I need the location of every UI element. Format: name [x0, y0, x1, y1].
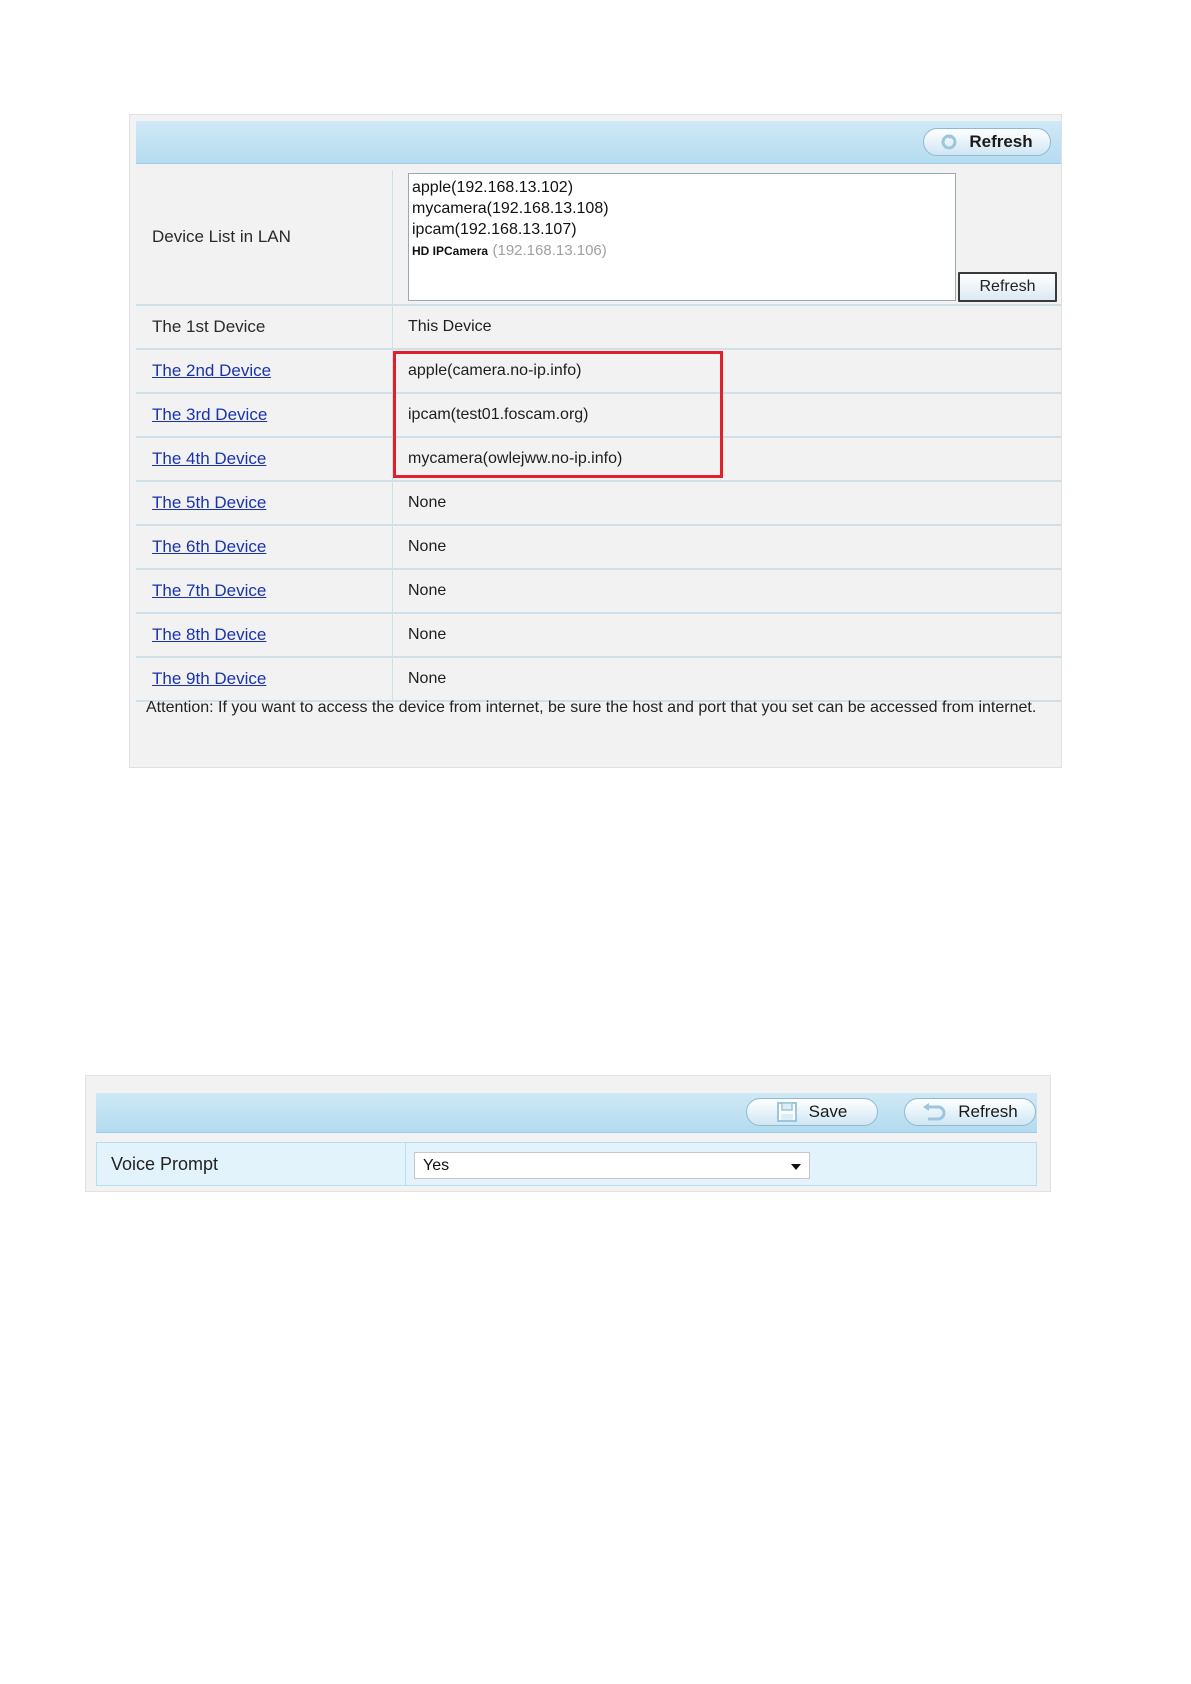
- attention-note: Attention: If you want to access the device from internet, be sure the host and port that you set can be accessed from internet.: [146, 699, 1037, 716]
- column-divider: [392, 570, 393, 612]
- lan-entry[interactable]: [412, 240, 952, 262]
- refresh-button[interactable]: [923, 128, 1051, 156]
- panel-header-bar: [136, 121, 1061, 164]
- lan-entry[interactable]: mycamera(192.168.13.108): [412, 200, 609, 217]
- lan-entry-name: HD IPCamera: [412, 244, 489, 258]
- device-link-7[interactable]: The 7th Device: [152, 581, 267, 600]
- column-divider: [392, 438, 393, 480]
- column-divider: [392, 526, 393, 568]
- device-row: [136, 350, 1061, 394]
- device-row: [136, 306, 1061, 350]
- lan-entry[interactable]: apple(192.168.13.102): [412, 179, 574, 196]
- column-divider: [392, 614, 393, 656]
- device-value: None: [408, 494, 447, 511]
- device-value: apple(camera.no-ip.info): [408, 362, 582, 379]
- refresh-button-label: Refresh: [969, 132, 1033, 151]
- column-divider: [392, 394, 393, 436]
- column-divider: [405, 1143, 406, 1185]
- column-divider: [392, 482, 393, 524]
- lan-entry[interactable]: ipcam(192.168.13.107): [412, 221, 577, 238]
- device-link-3[interactable]: The 3rd Device: [152, 405, 268, 424]
- device-row: [136, 570, 1061, 614]
- device-row: [136, 438, 1061, 482]
- refresh-button[interactable]: [904, 1098, 1036, 1126]
- refresh-button-label: Refresh: [958, 1102, 1018, 1121]
- device-value: None: [408, 538, 447, 555]
- device-link-4[interactable]: The 4th Device: [152, 449, 267, 468]
- device-link-6[interactable]: The 6th Device: [152, 537, 267, 556]
- lan-device-label: Device List in LAN: [152, 227, 291, 246]
- refresh-icon: [941, 134, 957, 150]
- voice-prompt-select[interactable]: [414, 1152, 810, 1179]
- device-value: mycamera(owlejww.no-ip.info): [408, 450, 623, 467]
- voice-prompt-row: [96, 1142, 1037, 1186]
- device-link-8[interactable]: The 8th Device: [152, 625, 267, 644]
- device-row: [136, 394, 1061, 438]
- voice-prompt-selected: Yes: [423, 1156, 450, 1174]
- lan-entry-ip: (192.168.13.106): [492, 242, 607, 259]
- save-button-label: Save: [808, 1102, 848, 1121]
- refresh-icon: [922, 1103, 946, 1121]
- save-icon: [777, 1102, 797, 1122]
- device-link-2[interactable]: The 2nd Device: [152, 361, 272, 380]
- column-divider: [392, 350, 393, 392]
- device-row: [136, 526, 1061, 570]
- device-label: The 1st Device: [152, 317, 266, 336]
- lan-refresh-button[interactable]: Refresh: [958, 272, 1057, 302]
- device-row: [136, 482, 1061, 526]
- lan-device-row: [136, 170, 1061, 306]
- column-divider: [392, 170, 393, 304]
- device-value: This Device: [408, 318, 492, 335]
- voice-prompt-label: Voice Prompt: [111, 1153, 219, 1174]
- save-button[interactable]: [746, 1098, 878, 1126]
- lan-device-list[interactable]: [408, 173, 956, 301]
- device-value: None: [408, 626, 447, 643]
- chevron-down-icon: [791, 1164, 801, 1170]
- panel-header-bar: [96, 1093, 1037, 1133]
- device-link-5[interactable]: The 5th Device: [152, 493, 267, 512]
- device-link-9[interactable]: The 9th Device: [152, 669, 267, 688]
- ddns-device-panel: [129, 114, 1062, 768]
- device-value: ipcam(test01.foscam.org): [408, 406, 589, 423]
- column-divider: [392, 306, 393, 348]
- voice-prompt-panel: [85, 1075, 1051, 1192]
- device-value: None: [408, 670, 447, 687]
- device-row: [136, 614, 1061, 658]
- device-value: None: [408, 582, 447, 599]
